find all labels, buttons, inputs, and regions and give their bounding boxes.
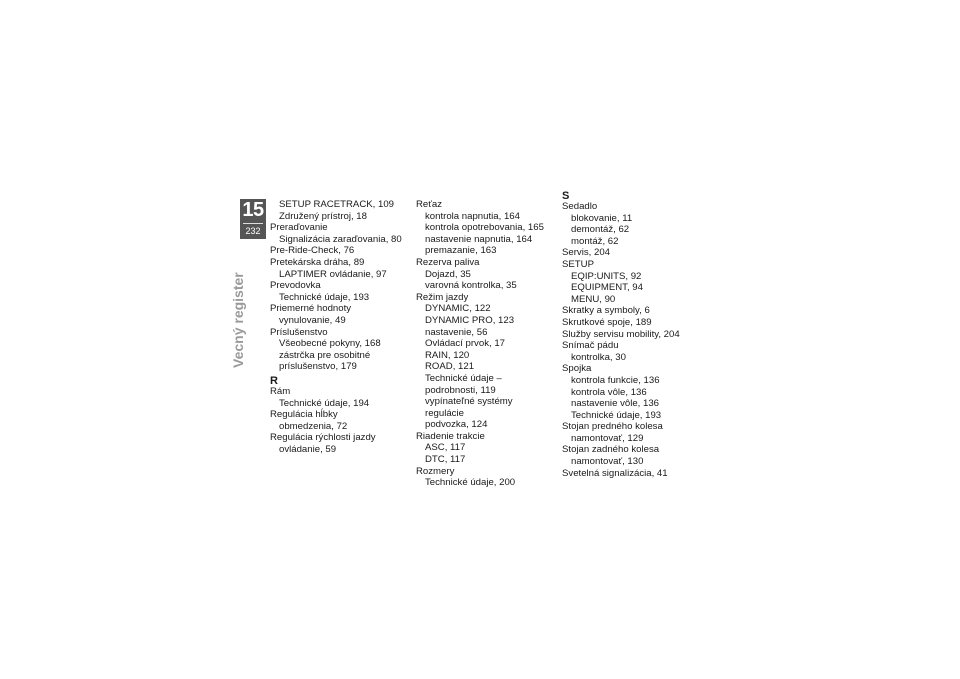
index-subentry: EQIP:UNITS, 92 <box>571 270 642 282</box>
page-number: 232 <box>245 226 261 236</box>
index-term: Služby servisu mobility, 204 <box>562 328 680 340</box>
index-subentry: Združený prístroj, 18 <box>279 210 367 222</box>
index-subentry: namontovať, 129 <box>571 432 644 444</box>
index-subentry: SETUP RACETRACK, 109 <box>279 199 394 210</box>
index-subentry: DYNAMIC, 122 <box>425 303 491 315</box>
index-subentry: Technické údaje, 193 <box>571 409 662 421</box>
index-subentry: nastavenie napnutia, 164 <box>425 233 533 245</box>
index-subentry: namontovať, 130 <box>571 456 644 468</box>
index-subentry: Technické údaje, 200 <box>425 477 516 489</box>
index-column-3 <box>562 190 700 479</box>
index-term: Priemerné hodnoty <box>270 303 352 315</box>
index-subentry: demontáž, 62 <box>571 224 630 236</box>
index-subentry: Technické údaje, 193 <box>279 291 370 303</box>
index-term: Pretekárska dráha, 89 <box>270 256 365 268</box>
index-term: Snímač pádu <box>562 340 619 352</box>
index-subentry: MENU, 90 <box>571 293 616 305</box>
index-subentry: Ovládací prvok, 17 <box>425 338 505 350</box>
index-subentry: vypínateľné systémy regulácie <box>425 396 513 419</box>
index-subentry: kontrola napnutia, 164 <box>425 210 520 222</box>
index-subentry: podrobnosti, 119 <box>425 384 496 396</box>
index-subentry: blokovanie, 11 <box>571 212 633 224</box>
index-term: Reťaz <box>416 199 442 210</box>
index-subentry: Všeobecné pokyny, 168 <box>279 338 381 350</box>
index-subentry: obmedzenia, 72 <box>279 420 348 432</box>
index-subentry: Signalizácia zaraďovania, 80 <box>279 233 402 245</box>
chapter-number: 15 <box>242 199 264 221</box>
index-subentry: zástrčka pre osobitné <box>279 349 371 361</box>
index-term: Rezerva paliva <box>416 256 480 268</box>
index-term: Rám <box>270 385 291 397</box>
index-subentry: podvozka, 124 <box>425 419 488 431</box>
index-term: Sedadlo <box>562 201 598 212</box>
index-subentry: kontrolka, 30 <box>571 351 626 363</box>
chapter-badge <box>240 199 266 239</box>
index-subentry: LAPTIMER ovládanie, 97 <box>279 268 387 280</box>
index-subentry: nastavenie, 56 <box>425 326 488 338</box>
index-term: Spojka <box>562 363 592 375</box>
index-term: Stojan predného kolesa <box>562 421 663 433</box>
index-term: Skratky a symboly, 6 <box>562 305 650 317</box>
index-column-1 <box>270 199 408 455</box>
index-term: Riadenie trakcie <box>416 430 485 442</box>
index-subentry: EQUIPMENT, 94 <box>571 282 643 294</box>
index-subentry: príslušenstvo, 179 <box>279 361 357 373</box>
index-subentry: kontrola opotrebovania, 165 <box>425 222 544 234</box>
index-term: Prevodovka <box>270 280 321 292</box>
index-subentry: Dojazd, 35 <box>425 268 471 280</box>
index-subentry: DYNAMIC PRO, 123 <box>425 314 515 326</box>
index-term: Stojan zadného kolesa <box>562 444 660 456</box>
index-term: SETUP <box>562 258 594 270</box>
index-term: Príslušenstvo <box>270 326 328 338</box>
index-letter-heading: S <box>562 190 570 202</box>
index-subentry: montáž, 62 <box>571 235 619 247</box>
index-subentry: vynulovanie, 49 <box>279 314 346 326</box>
index-subentry: Technické údaje – <box>425 372 502 384</box>
index-term: Skrutkové spoje, 189 <box>562 316 652 328</box>
index-term: Pre-Ride-Check, 76 <box>270 245 355 257</box>
index-subentry: RAIN, 120 <box>425 349 470 361</box>
index-term: Regulácia rýchlosti jazdy <box>270 432 376 444</box>
index-subentry: nastavenie vôle, 136 <box>571 398 660 410</box>
index-subentry: Technické údaje, 194 <box>279 397 370 409</box>
index-subentry: kontrola funkcie, 136 <box>571 374 660 386</box>
index-term: Svetelná signalizácia, 41 <box>562 467 668 479</box>
index-term: Preraďovanie <box>270 222 328 234</box>
index-column-2 <box>416 199 554 489</box>
index-subentry: varovná kontrolka, 35 <box>425 280 517 292</box>
index-subentry: ASC, 117 <box>425 442 466 454</box>
index-term: Režim jazdy <box>416 291 469 303</box>
index-subentry: premazanie, 163 <box>425 245 497 257</box>
index-term: Regulácia hĺbky <box>270 409 338 421</box>
index-subentry: ROAD, 121 <box>425 361 475 373</box>
index-subentry: ovládanie, 59 <box>279 443 337 455</box>
chapter-title: Vecný register <box>230 272 246 368</box>
index-subentry: kontrola vôle, 136 <box>571 386 647 398</box>
index-subentry: DTC, 117 <box>425 454 466 466</box>
index-term: Servis, 204 <box>562 247 610 259</box>
chapter-divider <box>243 223 263 224</box>
index-term: Rozmery <box>416 465 455 477</box>
index-letter-heading: R <box>270 374 278 387</box>
